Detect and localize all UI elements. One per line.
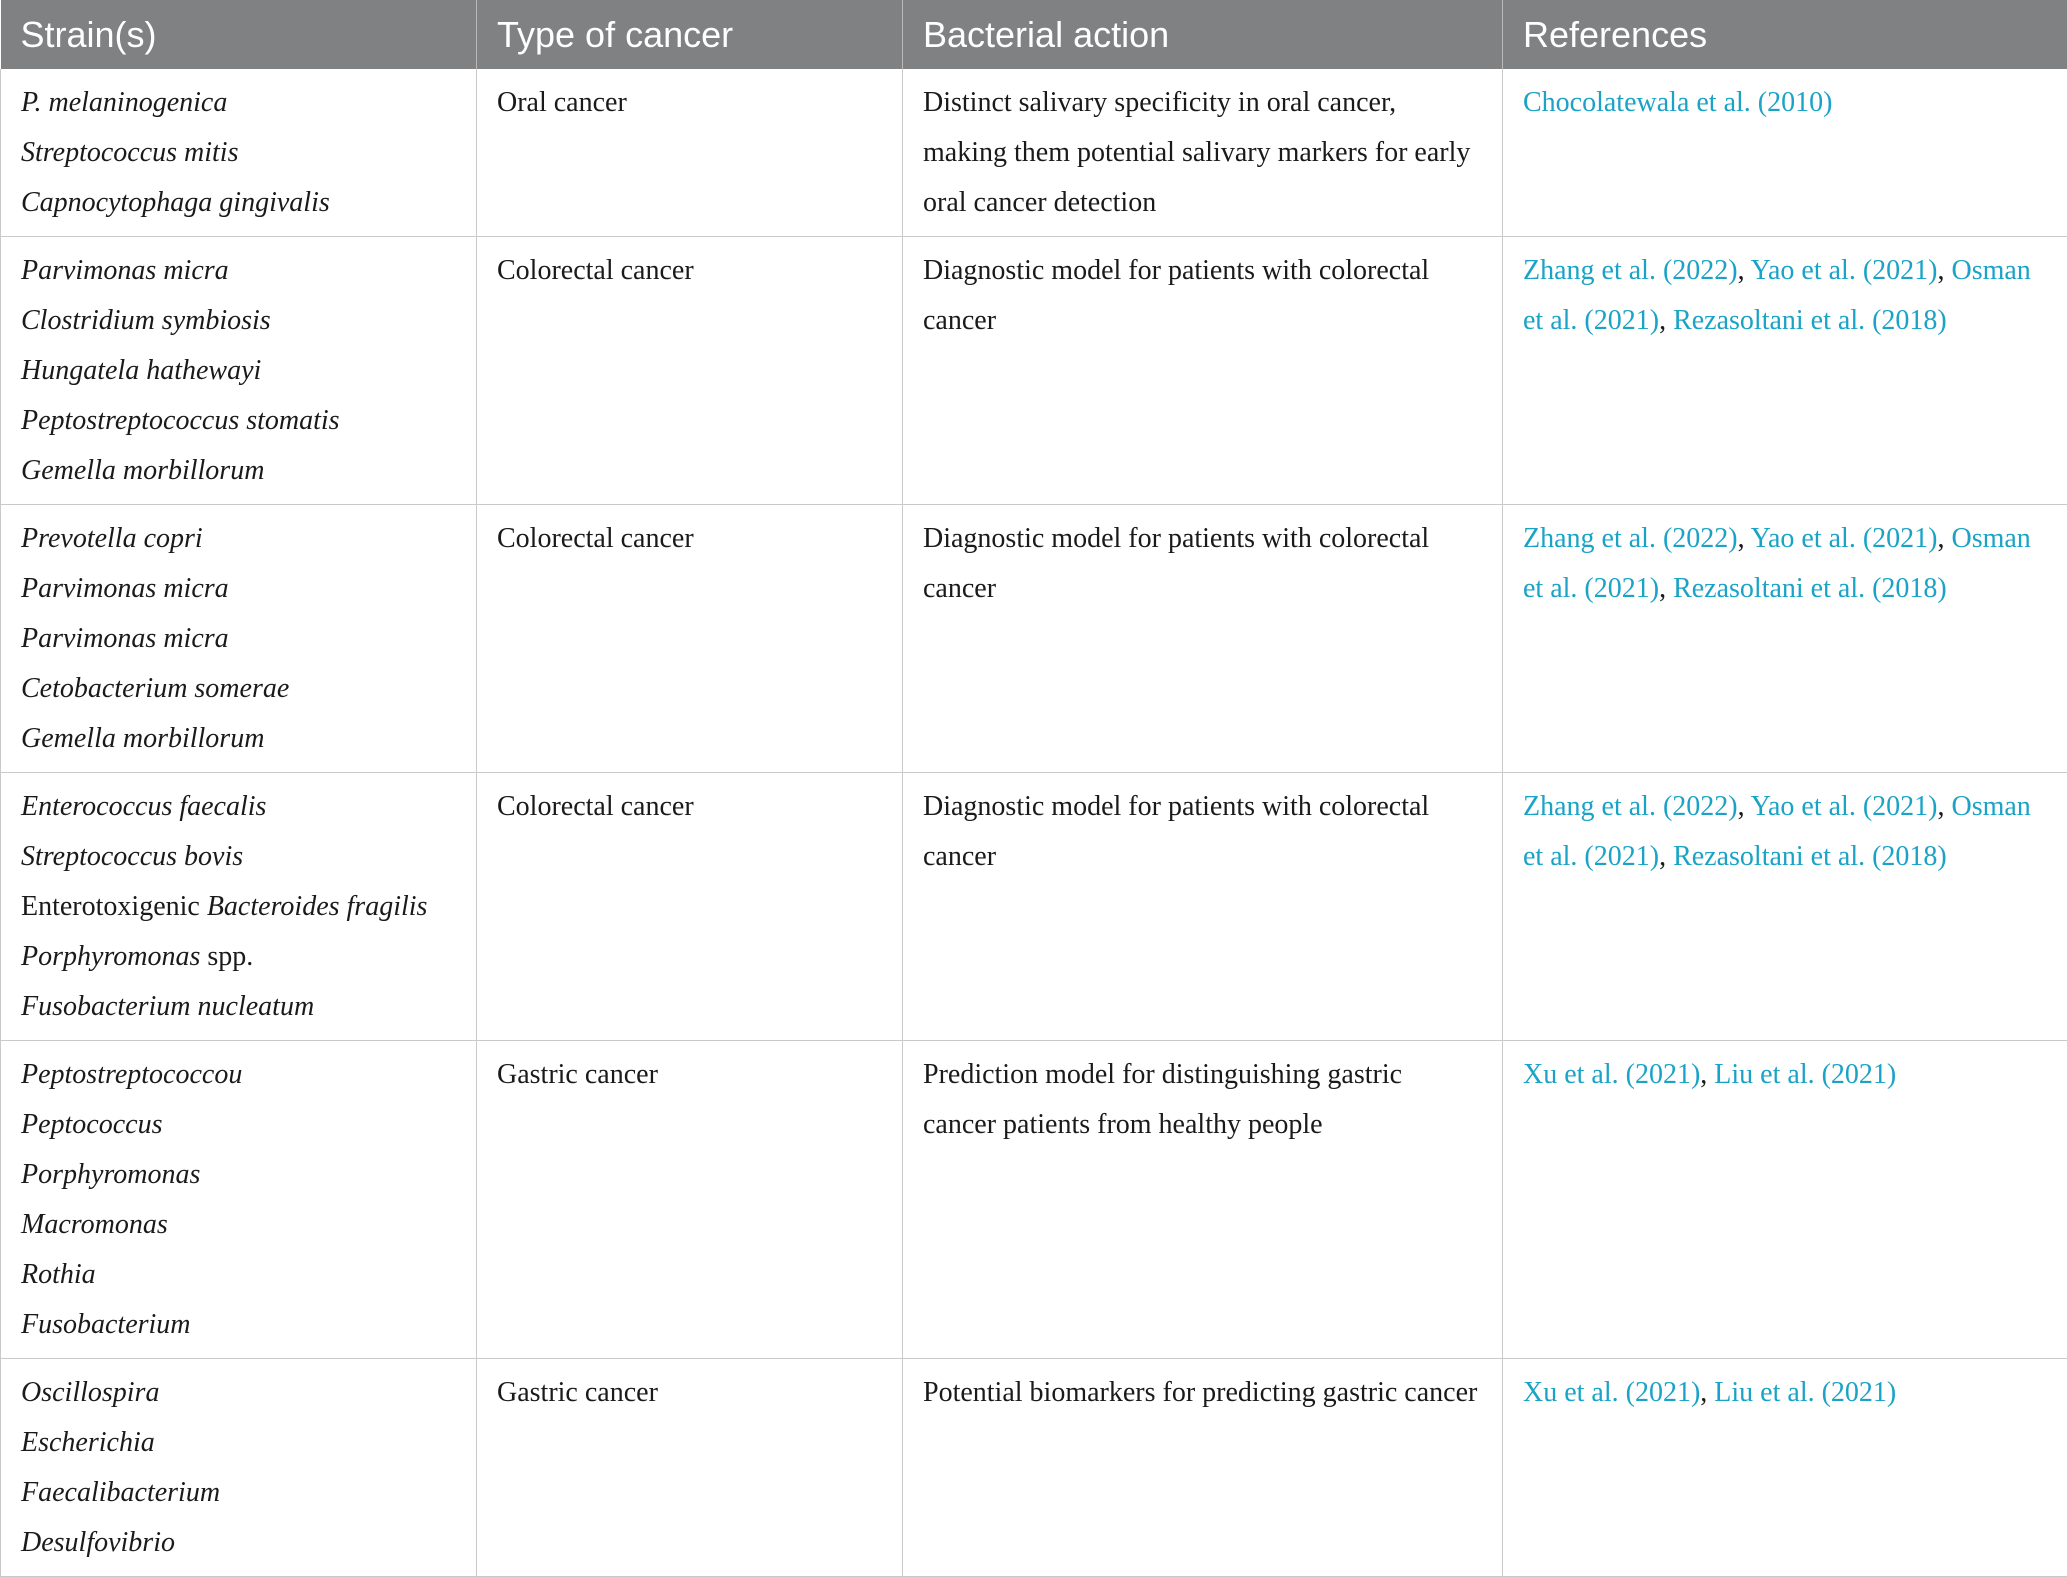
reference-link[interactable]: Osman et al. (2021) bbox=[1523, 791, 2031, 872]
strain-name: Gemella morbillorum bbox=[21, 455, 264, 486]
reference-link[interactable]: Yao et al. (2021) bbox=[1751, 791, 1938, 822]
strain-name: Fusobacterium nucleatum bbox=[21, 991, 314, 1022]
strain-name: Parvimonas micra bbox=[21, 255, 229, 286]
reference-link[interactable]: Liu et al. (2021) bbox=[1714, 1377, 1896, 1408]
header-references: References bbox=[1503, 0, 2067, 69]
reference-link[interactable]: Zhang et al. (2022) bbox=[1523, 523, 1738, 554]
bacterial-action-cell: Diagnostic model for patients with colorectal cancer bbox=[903, 773, 1503, 1041]
table-row bbox=[1, 1359, 2067, 1577]
strain-name: Oscillospira bbox=[21, 1377, 159, 1408]
strain-line bbox=[21, 782, 456, 832]
strain-name: Clostridium symbiosis bbox=[21, 305, 271, 336]
bacterial-action-cell: Diagnostic model for patients with colorectal cancer bbox=[903, 237, 1503, 505]
table-row bbox=[1, 69, 2067, 237]
strain-name: Faecalibacterium bbox=[21, 1477, 220, 1508]
strain-name: Fusobacterium bbox=[21, 1309, 191, 1340]
reference-link[interactable]: Rezasoltani et al. (2018) bbox=[1673, 305, 1947, 336]
strain-line bbox=[21, 346, 456, 396]
bacterial-action-cell: Diagnostic model for patients with colorectal cancer bbox=[903, 505, 1503, 773]
strain-name: P. melaninogenica bbox=[21, 87, 227, 118]
strain-name: Peptococcus bbox=[21, 1109, 163, 1140]
strain-line bbox=[21, 832, 456, 882]
reference-separator: , bbox=[1659, 573, 1673, 604]
bacterial-action-cell: Potential biomarkers for predicting gastric cancer bbox=[903, 1359, 1503, 1577]
header-bacterial-action: Bacterial action bbox=[903, 0, 1503, 69]
strain-line bbox=[21, 1418, 456, 1468]
strain-line bbox=[21, 396, 456, 446]
strain-name: Bacteroides fragilis bbox=[207, 891, 428, 922]
header-type-of-cancer: Type of cancer bbox=[477, 0, 903, 69]
references-cell bbox=[1503, 237, 2067, 505]
references-cell bbox=[1503, 773, 2067, 1041]
references-cell bbox=[1503, 69, 2067, 237]
cancer-type-cell: Gastric cancer bbox=[477, 1041, 903, 1359]
strain-line bbox=[21, 128, 456, 178]
strain-line bbox=[21, 1368, 456, 1418]
strain-line bbox=[21, 514, 456, 564]
reference-separator: , bbox=[1700, 1059, 1714, 1090]
cancer-type-cell: Gastric cancer bbox=[477, 1359, 903, 1577]
reference-link[interactable]: Liu et al. (2021) bbox=[1714, 1059, 1896, 1090]
strain-line bbox=[21, 932, 456, 982]
reference-separator: , bbox=[1738, 523, 1751, 554]
reference-link[interactable]: Xu et al. (2021) bbox=[1523, 1059, 1700, 1090]
reference-separator: , bbox=[1937, 255, 1951, 286]
strain-line bbox=[21, 296, 456, 346]
cancer-type-cell: Colorectal cancer bbox=[477, 237, 903, 505]
reference-separator: , bbox=[1700, 1377, 1714, 1408]
strain-name: Peptostreptococcou bbox=[21, 1059, 242, 1090]
reference-link[interactable]: Rezasoltani et al. (2018) bbox=[1673, 841, 1947, 872]
reference-link[interactable]: Xu et al. (2021) bbox=[1523, 1377, 1700, 1408]
strain-line bbox=[21, 714, 456, 764]
strains-cell bbox=[1, 773, 477, 1041]
strain-line bbox=[21, 1100, 456, 1150]
strain-name: Prevotella copri bbox=[21, 523, 203, 554]
table-row bbox=[1, 773, 2067, 1041]
cancer-type-cell: Colorectal cancer bbox=[477, 773, 903, 1041]
strain-line bbox=[21, 1050, 456, 1100]
strains-cell bbox=[1, 1359, 477, 1577]
cancer-type-cell: Oral cancer bbox=[477, 69, 903, 237]
strain-line bbox=[21, 664, 456, 714]
strain-line bbox=[21, 1200, 456, 1250]
strain-line bbox=[21, 446, 456, 496]
strain-line bbox=[21, 78, 456, 128]
reference-separator: , bbox=[1937, 523, 1951, 554]
strain-name: Gemella morbillorum bbox=[21, 723, 264, 754]
strains-cell bbox=[1, 237, 477, 505]
strain-name: Rothia bbox=[21, 1259, 96, 1290]
table-row bbox=[1, 1041, 2067, 1359]
strain-name: Porphyromonas bbox=[21, 941, 200, 972]
strain-line bbox=[21, 614, 456, 664]
strain-suffix: spp. bbox=[200, 941, 253, 972]
strain-line bbox=[21, 882, 456, 932]
header-strains: Strain(s) bbox=[1, 0, 477, 69]
strain-name: Hungatela hathewayi bbox=[21, 355, 261, 386]
cancer-type-cell: Colorectal cancer bbox=[477, 505, 903, 773]
strains-cell bbox=[1, 505, 477, 773]
reference-link[interactable]: Zhang et al. (2022) bbox=[1523, 791, 1738, 822]
reference-separator: , bbox=[1738, 255, 1751, 286]
reference-separator: , bbox=[1937, 791, 1951, 822]
bacterial-action-cell: Distinct salivary specificity in oral cancer, making them potential salivary markers for early oral cancer detection bbox=[903, 69, 1503, 237]
strain-line bbox=[21, 982, 456, 1032]
strain-line bbox=[21, 1150, 456, 1200]
reference-link[interactable]: Zhang et al. (2022) bbox=[1523, 255, 1738, 286]
strain-name: Streptococcus bovis bbox=[21, 841, 243, 872]
strain-name: Streptococcus mitis bbox=[21, 137, 238, 168]
strain-prefix: Enterotoxigenic bbox=[21, 891, 207, 922]
references-cell bbox=[1503, 1359, 2067, 1577]
reference-link[interactable]: Osman et al. (2021) bbox=[1523, 255, 2031, 336]
references-cell bbox=[1503, 1041, 2067, 1359]
strains-cell bbox=[1, 1041, 477, 1359]
reference-separator: , bbox=[1659, 305, 1673, 336]
references-cell bbox=[1503, 505, 2067, 773]
strain-name: Escherichia bbox=[21, 1427, 155, 1458]
reference-link[interactable]: Chocolatewala et al. (2010) bbox=[1523, 87, 1832, 118]
strain-line bbox=[21, 1518, 456, 1568]
table-body bbox=[1, 69, 2067, 1577]
strain-line bbox=[21, 246, 456, 296]
table-row bbox=[1, 237, 2067, 505]
strain-line bbox=[21, 564, 456, 614]
strain-name: Cetobacterium somerae bbox=[21, 673, 289, 704]
reference-link[interactable]: Yao et al. (2021) bbox=[1751, 255, 1938, 286]
reference-link[interactable]: Rezasoltani et al. (2018) bbox=[1673, 573, 1947, 604]
strain-line bbox=[21, 1250, 456, 1300]
strain-line bbox=[21, 178, 456, 228]
strain-name: Desulfovibrio bbox=[21, 1527, 175, 1558]
strain-line bbox=[21, 1468, 456, 1518]
table-header-row bbox=[1, 0, 2067, 69]
reference-separator: , bbox=[1738, 791, 1751, 822]
reference-link[interactable]: Yao et al. (2021) bbox=[1751, 523, 1938, 554]
strain-name: Parvimonas micra bbox=[21, 573, 229, 604]
strain-name: Macromonas bbox=[21, 1209, 168, 1240]
strain-line bbox=[21, 1300, 456, 1350]
bacterial-action-cell: Prediction model for distinguishing gastric cancer patients from healthy people bbox=[903, 1041, 1503, 1359]
strain-name: Parvimonas micra bbox=[21, 623, 229, 654]
strain-name: Peptostreptococcus stomatis bbox=[21, 405, 340, 436]
strain-name: Capnocytophaga gingivalis bbox=[21, 187, 330, 218]
strain-name: Enterococcus faecalis bbox=[21, 791, 266, 822]
reference-link[interactable]: Osman et al. (2021) bbox=[1523, 523, 2031, 604]
strains-cell bbox=[1, 69, 477, 237]
reference-separator: , bbox=[1659, 841, 1673, 872]
strain-name: Porphyromonas bbox=[21, 1159, 200, 1190]
table-row bbox=[1, 505, 2067, 773]
